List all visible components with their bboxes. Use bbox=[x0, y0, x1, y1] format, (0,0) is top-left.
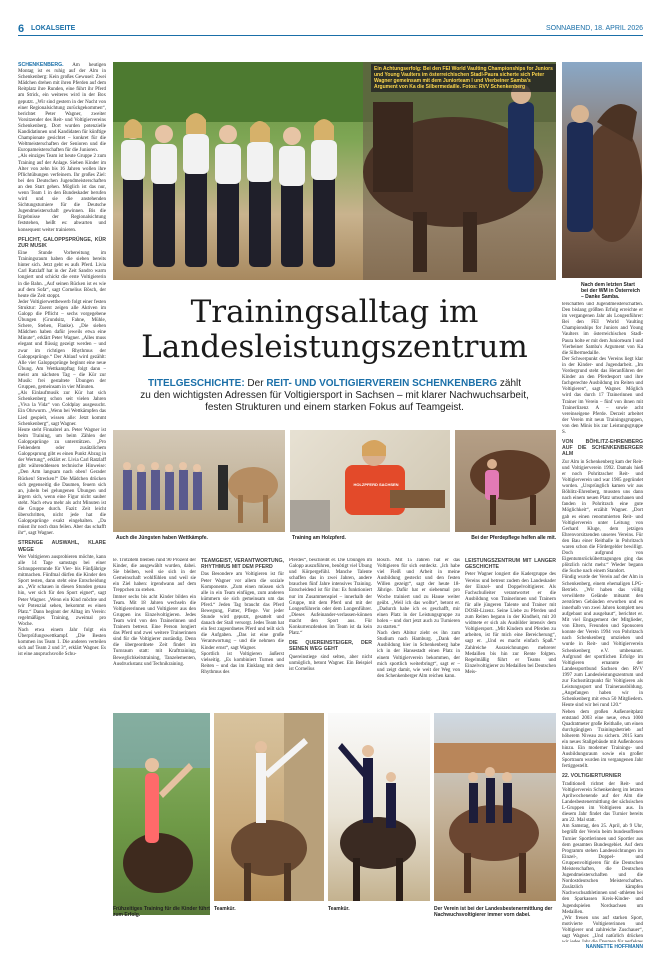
subhead-line-3: festen Strukturen und einem starken Fokus auf Teamgeist. bbox=[205, 402, 464, 413]
photo-caption: Bei der Pferdepflege helfen alle mit. bbox=[471, 535, 556, 541]
column-4 bbox=[289, 558, 372, 708]
paragraph: „Als Einlaufmusik zur Kür hat sich Schenkenberg schon seit vielen Jahren „Viva la Vida“ von Coldplay ausgesucht. Ein Ohrwurm. „Wenn bei Wettkämpfen das Lied gespielt, wissen alle: Jetzt kommt Schenkenberg“, sagt Wagner. bbox=[18, 391, 106, 427]
team-kur-illustration bbox=[214, 713, 324, 901]
subheading: VON BÖHLITZ-EHRENBERG AUF DIE SCHENKENBERGER ALM bbox=[562, 439, 643, 458]
horse-illustration bbox=[562, 62, 642, 278]
paragraph: Das Besondere am Voltigieren ist für Peter Wagner vor allem die soziale Komponente. „Zum einen müssen sich alle in ein Team einfügen, zum anderen kümmern sie sich gemeinsam um das Pferd.“ Jeden Tag braucht das Pferd Bewegung, Futter, Pflege. Vor jeder Stunde wird geputzt, gesattelt und danach der Stall versorgt. Jedes Team hat ein fest zugeordnetes Pferd und teilt sich die Aufgaben. „Das ist eine große Verantwortung – und die nehmen die Kinder ernst“, sagt Wagner. bbox=[201, 572, 284, 651]
issue-date: SONNABEND, 18. APRIL 2026 bbox=[545, 25, 643, 32]
subhead-line-2: zu den wichtigsten Adressen für Voltigiersport in Sachsen – mit klarer Nachwuchsarbeit, bbox=[140, 390, 529, 401]
paragraph: Nach etwa einem Jahr folgt ein Überprüfungswettkampf. „Die Besten kommen ins Team 1. Die anderen verteilen sich auf Team 2 und 3“, erklärt Wagner. Es ist eine anspruchsvolle Schu- bbox=[18, 627, 106, 658]
photo-caption: Training am Holzpferd. bbox=[292, 535, 346, 541]
competition-illustration bbox=[434, 713, 556, 901]
photo-caption: Der Verein ist bei der Landesbestenermittlung der Nachwuchsvoltigierer immer vorn dabei. bbox=[434, 906, 553, 918]
kids-illustration bbox=[113, 430, 285, 532]
paragraph: Neben dem großen Außenreitplatz entstand 2003 eine neue, etwa 1000 Quadratmeter große Reithalle, um einen durchgängigen Trainingsbetrieb auf höherem Niveau zu sichern. 2015 kam ein neues Stallgebäude mit Außenboxen hinzu. Ein moderner Trainings- und Ausbildungsraum sowie ein großer Sportraum wurden im vergangenen Jahr fertiggestellt. bbox=[562, 709, 643, 770]
paragraph: Sportlich ist Voltigieren äußerst vielseitig. „Es kombiniert Turnen und Reiten – und das im Einklang mit dem Rhythmus des bbox=[201, 651, 284, 675]
horse-care-illustration bbox=[455, 430, 556, 532]
team-kur-illustration bbox=[328, 713, 430, 901]
subheading: DIE QUEREINSTEIGER, DER SEINEN WEG GEHT bbox=[289, 640, 372, 653]
team-photo-top bbox=[113, 62, 556, 280]
subhead-text: zählt bbox=[497, 378, 522, 389]
photo-caption-top: Ein Achtungserfolg: Bei den FEI World Vaulting Championships for Juniors und Young Vaulters im österreichischen Stadl-Paura sicherte sich Peter Wagner gemeinsam mit dem Juniorteam I und Vierbeiner Samba's Argument von Ka die Silbermedaille. Fotos: RVV Schenkenberg bbox=[371, 64, 556, 92]
headline-line-2: Landesleistungszentrum bbox=[141, 329, 528, 365]
team-photo-illustration bbox=[113, 62, 556, 280]
paragraph: Traditionell richtet der Reit- und Voltigierverein Schenkenberg im letzten Aprilwochenende auf der Alm die Landesbestenermittlung der sächsischen L-Gruppen im Voltigieren aus. In diesem Jahr findet das Turnier bereits am 22. Mal statt. bbox=[562, 781, 643, 824]
training-illustration bbox=[113, 713, 210, 915]
page-number: 6 bbox=[18, 23, 25, 35]
subheading: 22. VOLTIGIERTURNIER bbox=[562, 773, 622, 780]
paragraph: le. Trotzdem bleiben rund 90 Prozent der Kinder, die ausgewählt wurden, dabei. Sie bleiben, weil sie sich in der Gemeinschaft wohlfühlen und weil sie ein Ziel haben: irgendwann auf dem Treppchen zu stehen. bbox=[113, 558, 196, 594]
photo-caption: Auch die Jüngsten haben Wettkämpfe. bbox=[116, 535, 208, 541]
paragraph: Pferdes“, beschreibt er. Die Übungen im Galopp auszuführen, benötigt viel Übung und Körpergefühl. Manche Talente schaffen das in zwei Jahren, andere brauchen fünf Jahre intensives Training. Entscheidend ist für ihn: Es funktioniert nur im Zusammenspiel – innerhalb der Gruppe, mit dem Pferd und mit der Longenführerin oder dem Longenführer. „Dieses Aufeinander-verlassen-können macht den Sport aus. Für Konkurrenzdenken im Team ist da kein Platz.“ bbox=[289, 558, 372, 637]
paragraph: Jeder Voltigierwettbewerb folgt einer festen Struktur: Zuerst zeigen alle Aktiven im Galopp die Pflicht – sechs vorgegebene Übungen (Grundsitz, Fahne, Mühle, Schere, Stehen, Flanke). „Die sieben Mädchen haben dafür jeweils etwa eine Minute“, erklärt Peter Wagner. „Alles muss elegant und flüssig gezeigt werden – und zwar im richtigen Rhythmus der Galoppsprünge.“ Der Ablauf wird gezählt: Alle vier Galoppsprünge beginnt eine neue Übung. Am Wettkampftag folgt dann – meist am nächsten Tag – die Kür zur Musik: frei gestaltete Übungen der Gruppen, gemeinsam in vier Minuten. bbox=[18, 299, 106, 391]
paragraph: Wer Voltigieren ausprobieren möchte, kann alle 14 Tage samstags bei einer Schnupperstunde für Vier- bis Fünfjährige mitmachen. Fünfmal dürfen die Kinder den Sport testen, dann steht eine Entscheidung an. „Wir schauen in diesen Stunden genau hin, wer sich für den Sport eignet“, sagt Peter Wagner. „Wenn ein Kind möchte und wir Potenzial sehen, bekommt es einen Platz.“ Dann beginnt der Alltag im Verein: regelmäßiges Training, zweimal pro Woche. bbox=[18, 554, 106, 627]
column-2 bbox=[113, 558, 196, 708]
shirt-text: HOLZPFERD SACHSEN bbox=[353, 482, 399, 487]
column-6 bbox=[465, 558, 556, 708]
wooden-horse-illustration bbox=[290, 430, 450, 532]
team-kur-photo-2 bbox=[328, 713, 430, 901]
paragraph: „Wir freuen uns auf starken Sport, motivierte Voltigiererinnen und Voltigierer und zahlreiche Zuschauer“, sagt Wagner. „Und natürlich drücken bbox=[562, 915, 643, 939]
column-7 bbox=[562, 302, 643, 942]
column-1 bbox=[18, 62, 106, 942]
paragraph: Heute steht Finnabrel an. Peter Wagner ist beim Training, um beim Zählen der Galoppsprünge zu unterstützen. „Pro Fehlendem oder zusätzlichem Galoppsprung gibt es einen Punkt Abzug in der Wertung“, erklärt er. Livia Carl Ratzlaff gibt währenddessen technische Hinweise: „Den Arm langsam nach oben! Gerader Rücken! Strecken!“ Die Mädchen drücken sich gegenseitig die Daumen, feuern sich an, jubeln bei gelungenen Übungen und ärgern sich, wenn eine Figur nicht sauber steht. Nach etwa mehr als acht Minuten ist die Gruppe durch. Fazit: Zeit leicht überschritten, nicht jede hat die Galoppsprünge exakt eingehalten. „Da müsst ihr noch dran feilen. Aber das schafft ihr“, sagt Wagner. bbox=[18, 427, 106, 537]
section-label: LOKALSEITE bbox=[31, 25, 76, 32]
horse-photo-right bbox=[562, 62, 642, 278]
paragraph: Fündig wurde der Verein auf der Alm in Schenkenberg, einem ehemaligen LPG-Betrieb. „Wir haben das völlig verwilderte Gelände mitsamt den zerstörten Gebäuden erworben und es innerhalb von zwei Jahren komplett neu aufgebaut und ausgebaut“, berichtet er. Mit viel Engagement der Mitglieder, von Eltern, Freunden und Sponsoren konnte der Verein 1994 von Pohritzsch nach Schenkenberg umziehen und wurde in Reit- und Voltigierverein Schenkenberg e.V. umbenannt. Aufgrund der sportlichen Erfolge im Voltigieren ernannte der Landessportbund Sachsen den RVV 1997 zum Landesleistungszentrum und zur Fachsstützpunkt für Voltigieren als Leistungssport und Trainerausbildung. „Angefangen haben wir in Schenkenberg mit etwa 50 Mitgliedern. Heute sind wir bei rund 120.“ bbox=[562, 575, 643, 709]
team-kur-photo-1 bbox=[214, 713, 324, 901]
author-byline: NANNETTE HOFFMANN bbox=[585, 944, 643, 950]
paragraph: Eine Stunde Vorbereitung im Trainingsraum haben die sieben bereits hinter sich. Jetzt geht es aufs Pferd. Livia Carl Ratzlaff hat in der Zeit Sandro warm longiert und schickt die erste Voltigiererin in die Bahn. „Auf seinen Rücken ist es wie auf dem Sofa“, sagt Cornelius Bösch, der heute die Zeit stoppt. bbox=[18, 251, 106, 299]
paragraph: Bösch. Mit 15 Jahren hat er das Voltigieren für sich entdeckt. „Ich habe viel Fleiß und Arbeit in meine Ausbildung gesteckt und den festen Willen gezeigt“, sagt der heute 18-Jährige. Dafür hat er siebenmal pro Woche trainiert und zu Hause weiter geübt. „Weil ich das wollte“, betont er. „Dadurch habe ich es geschafft, mir einen Platz in der Leistungsgruppe zu holen – und dort jetzt auch zu Turnieren zu starten.“ bbox=[377, 558, 460, 631]
photo-caption: Teamkür. bbox=[328, 906, 350, 912]
paragraph: Peter Wagner longiert die Kadergruppe des Vereins und betreut zudem den Landeskader der Einzel- und Doppelvoltigierer. Als Fachschulleiter verantwortet er die Ausbildung von Trainerinnen und Trainern für alle jüngeren Talente und Trainer mit DOSB-Lizenz. Seine Liebe zu Pferden und zum Reiten begann in der Kindheit, mit 20 widmete er sich als Ausbilder intensiv dem Voltigiersport. „Mit Kindern und Pferden zu arbeiten, ist für mich eine Bereicherung“, sagt er. „Und es macht einfach Spaß.“ Zahlreiche Auszeichnungen mehrerer Medaillen bis hin zur Rente folgten. Regelmäßig führt er Teams und Einzelvoltigierer zu Medaillen bei Deutschen Meis- bbox=[465, 572, 556, 675]
competition-photo bbox=[434, 713, 556, 901]
subhead-kicker: TITELGESCHICHTE: bbox=[147, 378, 245, 389]
paragraph: terschaften und Jugendmeisterschaften. Den bislang größten Erfolg erreichte er im vergangenen Jahr als Longenführer: Bei den FEI World Vaulting Championships for Juniors and Young Vaulters im österreichischen Stadl-Paura holte er mit dem Juniorteam I und Vierbeiner Samba's Argument von Ka die Silbermedaille. bbox=[562, 302, 643, 356]
paragraph: Zur Alm in Schenkenberg kam der Reit- und Voltigierverein 1992. Damals hieß er noch Pohritzscher Reit- und Voltigierverein und war 1985 gegründet worden. „Ursprünglich kamen wir aus Böhlitz-Ehrenberg, mussten uns dann nach einem neuen Platz umschauen und fanden in Pohritzsch eine gute Möglichkeit“, erzählt Wagner. „Dort gab es einen renommierten Reit- und Voltigierverein unter Leitung von Gerhard Kluge, dem jetzigen Ehrenvorsitzenden unseres Vereins. Für den Bau einer Reithalle in Pohritzsch waren schon die Fördergelder bewilligt. Doch aufgrund von Eigentumsrückübertragungen ging das plötzlich nicht mehr.“ Wieder begann die Suche nach einem Standort. bbox=[562, 459, 643, 575]
column-5 bbox=[377, 558, 460, 708]
paragraph: Nach dem Abitur zieht es ihn zum Studium nach Hamburg. „Dank der Ausbildung hier in Schenkenberg habe ich in der Hansestadt einen Platz in einem Voltigierverein bekommen, der mich sportlich weiterbringt“, sagt er – und zeigt damit, wie weit der Weg von den Schenkenberger Alm reichen kann. bbox=[377, 631, 460, 679]
wooden-horse-photo bbox=[290, 430, 450, 532]
photo-caption-side: Nach dem letzten Start bei der WM in Österreich – Danke Samba. bbox=[581, 282, 640, 300]
subheading: PFLICHT, GALOPPSPRÜNGE, KÜR ZUR MUSIK bbox=[18, 236, 106, 249]
kids-photo bbox=[113, 430, 285, 532]
page-header bbox=[18, 22, 643, 36]
training-photo bbox=[113, 713, 210, 915]
photo-caption: Teamkür. bbox=[214, 906, 236, 912]
column-3 bbox=[201, 558, 284, 708]
paragraph: Quereinstiege sind selten, aber nicht unmöglich, betont Wagner. Ein Beispiel ist Cornelius bbox=[289, 654, 372, 672]
paragraph: Der Schwerpunkt des Vereins liegt klar in der Kinder- und Jugendarbeit. „Im Vordergrund steht das Heranführen der Kinder an den Pferdesport und ihre fachgerechte Ausbildung im Reiten und Voltigieren“, sagt Wagner. Möglich wird das durch 17 Trainerinnen und Trainer im Verein – fünf von ihnen mit Trainerlizenz A – sowie acht vereinseigene Pferde. Derzeit arbeitet der Verein mit neun Trainingsgruppen, von den Minis bis zur Leistungsgruppe S. bbox=[562, 356, 643, 435]
headline bbox=[113, 295, 556, 365]
subheading: TEAMGEIST, VERANTWORTUNG, RHYTHMUS MIT DEM PFERD bbox=[201, 558, 284, 571]
subheading: STRENGE AUSWAHL, KLARE WEGE bbox=[18, 540, 106, 553]
subheadline bbox=[113, 378, 556, 414]
subhead-club: REIT- UND VOLTIGIERVEREIN SCHENKENBERG bbox=[266, 378, 498, 389]
subhead-text: Der bbox=[244, 378, 267, 389]
paragraph: Immer sechs bis acht Kinder bilden ein Team. Mit 18 Jahren wechseln die Voltigiererinnen und Voltigierer aus den Gruppen ins Einzelvoltigieren. Jedes Team wird von den Trainerinnen und Trainern betreut. Eine Person longiert das Pferd und zwei weitere Trainerinnen sind für die Voltigierer zuständig. Denn die übergeordnete Zeit findet im Turnraum statt: mit Krafttraining, Beweglichkeitstraining, Tanzelementen, Ausdruckstanz und Technikraining. bbox=[113, 594, 196, 667]
subheading: LEISTUNGSZENTRUM MIT LANGER GESCHICHTE bbox=[465, 558, 556, 571]
paragraph: „Als einziges Team ist heute Gruppe 2 zum Training auf der Anlage. Sieben Kinder im Alter von zehn bis 16 Jahren wollen ihre Pflichtübungen verfeinern. Ihr großes Ziel: bei den Deutschen Jugendmeisterschaften an den Start gehen. Möglich ist das nur, wenn Team 1 in den Bundeskader berufen wird und sie die anstehenden Sichtungsturniere für die Deutsche Jugendmeisterschaft gewinnen. Bis die Ergebnisse der Regionalsichtung feststehen, heißt es: abwarten und konsequent weiter trainieren. bbox=[18, 154, 106, 233]
headline-line-1: Trainingsalltag im bbox=[190, 294, 479, 330]
dateline: SCHENKENBERG. bbox=[18, 62, 64, 68]
paragraph: Am Samstag, den 25. April, ab 9 Uhr, begrüßt der Verein beim bundesoffenen Turnier Sportlerinnen und Sportler aus dem gesamten Bundesgebiet. Auf dem Programm stehen Landessichtungen im Einzel-, Doppel- und Gruppenvoltigieren für die Deutschen Meisterschaften, die Deutschen Jugendmeisterschaften und die Nordostdeutschen Meisterschaften. Zusätzlich kämpfen Nachwuchsathletinnen und -athleten bei den Sparkassen Kreis-Kinder- und Jugendspielen Nordsachsen um Medaillen. bbox=[562, 824, 643, 915]
paragraph: Am heutigen Montag ist es ruhig auf der Alm in Schenkenberg: Kein großes Gewusel: Zwei Mädchen drehen mit ihren Pferden auf dem Reitplatz ihre Runden, eine führt ihr Pferd am Strick, ein weiteres wird in der Box geputzt. „Wir sind gestern in der Nacht von einer Regionalsichtung zurückgekommen“, berichtet Peter Wagner, zweiter Vorsitzender des Reit- und Voltigiervereins Schenkenberg. Dort wurden potenzielle Kandidatinnen und Kandidaten für künftige Championate gesichtet – konkret für die Weltmeisterschaften der Senioren und die Europameisterschaften für die Junioren. bbox=[18, 63, 106, 154]
photo-caption: Frühzeitiges Training für die Kinder führt zum Erfolg. bbox=[113, 906, 210, 918]
horse-care-photo bbox=[455, 430, 556, 532]
